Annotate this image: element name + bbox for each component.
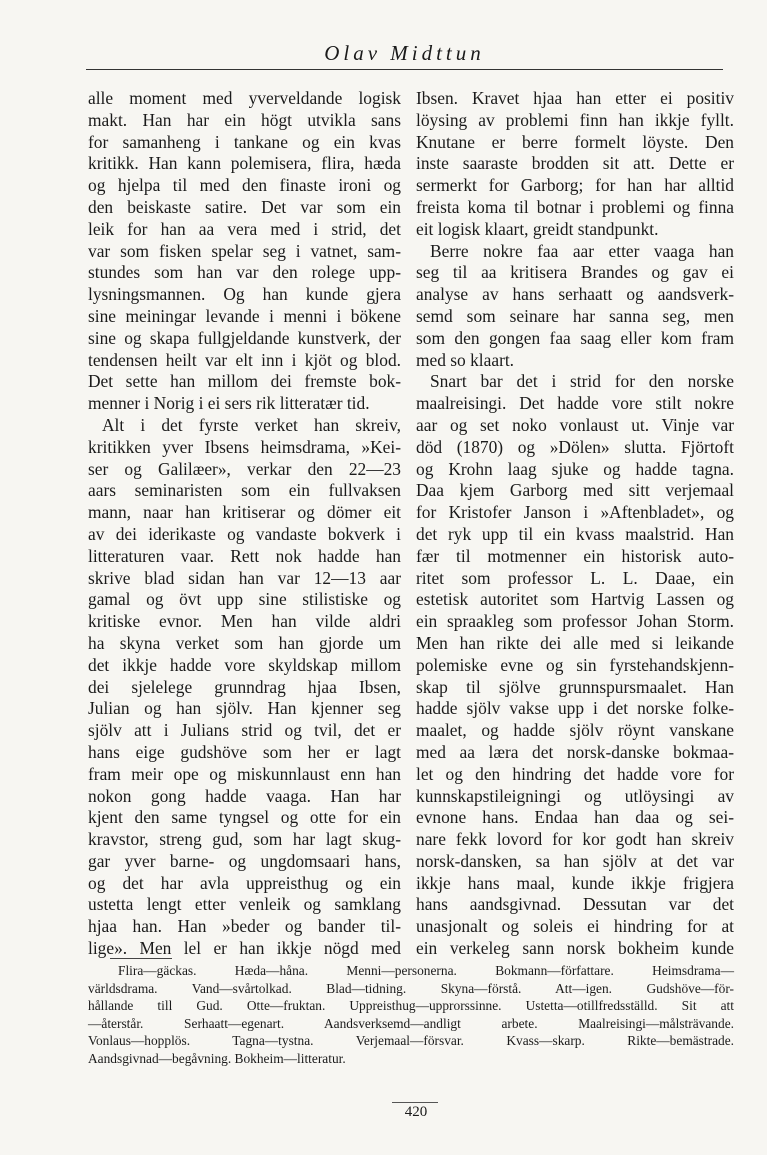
glossary-footnotes: [88, 962, 734, 1068]
text-line: lige». Men lel er han ikkje nögd med: [88, 938, 401, 959]
text-line: hans aandsgivnad. Dessutan var det: [416, 894, 734, 915]
text-line: kravstor, streng gud, som har lagt skug-: [88, 829, 401, 850]
text-line: inste saaraste brodden sit att. Dette er: [416, 153, 734, 174]
text-line: gamal og övt upp sine stilistiske og: [88, 589, 401, 610]
footnote-rule: [110, 958, 172, 959]
text-line: nare fekk lovord for kor godt han skreiv: [416, 829, 734, 850]
text-line: det ryk upp til ein kvass maalstrid. Han: [416, 523, 734, 544]
text-line: litteraturen vaar. Rett nok hadde han: [88, 545, 401, 566]
text-line: aar og set noko vonlaust ut. Vinje var: [416, 414, 734, 435]
text-line: ser og Galilæer», verkar den 22—23: [88, 458, 401, 479]
text-line: let og den hindring det hadde vore for: [416, 763, 734, 784]
text-line: som den gongen faa saag eller kom fram: [416, 327, 734, 348]
text-line: kritikken yver Ibsens heimsdrama, »Kei-: [88, 436, 401, 457]
text-line: Snart bar det i strid for den norske: [430, 371, 734, 392]
footnote-line: —återstår. Serhaatt—egenart. Aandsverksemd—andligt arbete. Maalreisingi—målsträvande.: [88, 1015, 734, 1031]
text-line: skap til sjölve grunnspursmaalet. Han: [416, 676, 734, 697]
text-line: leik for han aa vera med i strid, det: [88, 218, 401, 239]
text-line: kritikk. Han kann polemisera, flira, hæda: [88, 153, 401, 174]
text-line: Berre nokre faa aar etter vaaga han: [430, 240, 734, 261]
text-line: ikkje hans maal, kunde ikkje frigjera: [416, 872, 734, 893]
text-line: eit logisk klaart, greidt standpunkt.: [416, 218, 659, 239]
footnote-line: världsdrama. Vand—svårtolkad. Blad—tidning. Skyna—förstå. Att—igen. Gudshöve—för-: [88, 980, 734, 996]
text-line: Julian og han sjölv. Han kjenner seg: [88, 698, 401, 719]
text-line: kunnskapstileigningi og utlöysingi av: [416, 785, 734, 806]
text-line: hadde sjölv vakse upp i det norske folke-: [416, 698, 734, 719]
text-line: Men han rikte dei alle med si leikande: [416, 632, 734, 653]
text-line: norsk-dansken, sa han sjölv at det var: [416, 850, 734, 871]
text-line: dei sjelelege grunndrag hjaa Ibsen,: [88, 676, 401, 697]
text-line: med aa læra det norsk-danske bokmaa-: [416, 741, 734, 762]
text-line: og hjelpa til med den finaste ironi og: [88, 175, 401, 196]
text-line: sermerkt for Garborg; for han har alltid: [416, 175, 734, 196]
right-column: [416, 88, 734, 960]
text-line: var som fisken spelar seg i vatnet, sam-: [88, 240, 401, 261]
text-line: og det har avla uppreisthug og ein: [88, 872, 401, 893]
text-line: alle moment med yverveldande logisk: [88, 88, 401, 108]
text-line: seg til aa kritisera Brandes og gav ei: [416, 262, 734, 283]
text-line: aars seminaristen som ein fullvaksen: [88, 480, 401, 501]
text-line: ritet som professor L. L. Daae, ein: [416, 567, 734, 588]
text-line: ein spraakleg som professor Johan Storm.: [416, 611, 734, 632]
text-line: sine og skapa fullgjeldande kunstverk, der: [88, 327, 401, 348]
text-line: for samanheng i tankane og ein kvas: [88, 131, 401, 152]
text-line: ein verkeleg sann norsk bokheim kunde: [416, 938, 734, 959]
text-line: av dei iderikaste og vandaste bokverk i: [88, 523, 401, 544]
text-line: Knutane er berre formelt löyste. Den: [416, 131, 734, 152]
text-line: ustetta lengt etter venleik og samklang: [88, 894, 401, 915]
text-line: tendensen heilt var elt inn i kjöt og blod.: [88, 349, 401, 370]
text-line: polemiske evne og sin fyrstehandskjenn-: [416, 654, 734, 675]
running-head: Olav Midttun: [324, 41, 485, 65]
text-line: makt. Han har ein högt utvikla sans: [88, 109, 401, 130]
text-line: Daa kjem Garborg med sitt verjemaal: [416, 480, 734, 501]
footnote-line: Aandsgivnad—begåvning. Bokheim—litteratur.: [88, 1050, 346, 1066]
text-line: fram meir ope og miskunnlaust enn han: [88, 763, 401, 784]
footnote-line: hållande till Gud. Otte—fruktan. Uppreisthug—upprorssinne. Ustetta—otillfredsställd. Sit att: [88, 998, 734, 1014]
text-line: det ikkje hadde vore skyldskap millom: [88, 654, 401, 675]
text-line: Ibsen. Kravet hjaa han etter ei positiv: [416, 88, 734, 108]
text-line: analyse av hans serhaatt og aandsverk-: [416, 284, 734, 305]
text-line: stundes som han var den rolege upp-: [88, 262, 401, 283]
footnote-line: Vonlaus—hopplös. Tagna—tystna. Verjemaal—försvar. Kvass—skarp. Rikte—bemästrade.: [88, 1033, 734, 1049]
text-line: semd som seinare har sanna seg, men: [416, 305, 734, 326]
text-line: og Krohn laag sjuke og hadde tagna.: [416, 458, 734, 479]
text-line: lysningsmannen. Og han kunde gjera: [88, 284, 401, 305]
text-line: estetisk autoritet som Hartvig Lassen og: [416, 589, 734, 610]
text-line: löysing av problemi finn han ikkje fyllt.: [416, 109, 734, 130]
text-line: med so klaart.: [416, 349, 515, 370]
text-line: nokon gong hadde vaaga. Han har: [88, 785, 401, 806]
text-line: ha skyna verket som han gjorde um: [88, 632, 401, 653]
text-line: for Kristofer Janson i »Aftenbladet», og: [416, 502, 734, 523]
text-line: kjent den same tyngsel og otte for ein: [88, 807, 401, 828]
text-line: död (1870) og »Dölen» slutta. Fjörtoft: [416, 436, 734, 457]
footnote-line: Flira—gäckas. Hæda—håna. Menni—personerna. Bokmann—författare. Heimsdrama—: [118, 963, 734, 978]
text-line: menner i Norig i ei sers rik litteratær tid.: [88, 393, 370, 414]
text-line: maalreisingi. Det hadde vore stilt nokre: [416, 393, 734, 414]
text-line: hjaa han. Han »beder og bander til-: [88, 916, 401, 937]
text-line: mann, naar han kritiserar og dömer eit: [88, 502, 401, 523]
text-line: freista koma til botnar i problemi og finna: [416, 196, 734, 217]
text-line: sjölv att i Julians strid og tvil, det er: [88, 720, 401, 741]
text-line: den beiskaste satire. Det var som ein: [88, 196, 401, 217]
text-line: evnone hans. Endaa han daa og sei-: [416, 807, 734, 828]
header-rule: [86, 69, 723, 70]
text-line: sine meiningar levande i menni i bökene: [88, 305, 401, 326]
text-line: gar yver barne- og ungdomsaari hans,: [88, 850, 401, 871]
text-line: kritiske evnor. Men han vilde aldri: [88, 611, 401, 632]
left-column: [88, 88, 401, 960]
page-number: 420: [404, 1104, 428, 1120]
text-line: Alt i det fyrste verket han skreiv,: [102, 414, 401, 435]
text-line: Det sette han millom dei fremste bok-: [88, 371, 401, 392]
text-line: unasjonalt og soleis ei hindring for at: [416, 916, 734, 937]
text-line: skrive blad sidan han var 12—13 aar: [88, 567, 401, 588]
text-line: fær til motmenner ein historisk auto-: [416, 545, 734, 566]
text-line: hans eige gudshöve som her er lagt: [88, 741, 401, 762]
text-line: maalet, og hadde sjölv röynt vanskane: [416, 720, 734, 741]
